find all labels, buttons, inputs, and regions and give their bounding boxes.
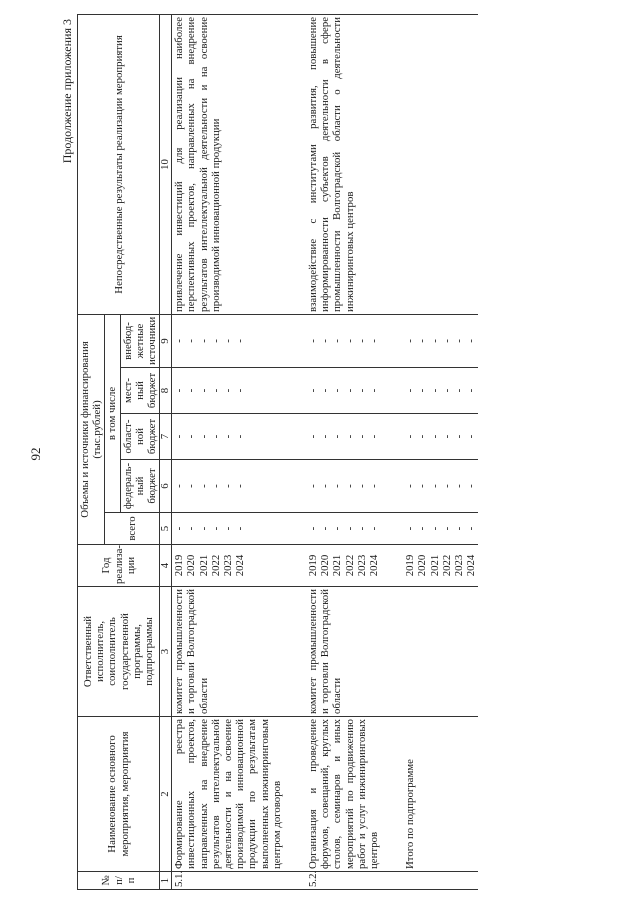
- year-value: 2021: [331, 554, 344, 577]
- row-number: 5.1.: [172, 872, 284, 890]
- column-number: 3: [160, 587, 172, 717]
- regional-value: -: [307, 434, 320, 439]
- local-value: -: [331, 388, 344, 393]
- local-value: -: [209, 388, 222, 393]
- responsible-executor: комитет промышленности и торговли Волгоградской области: [306, 587, 381, 717]
- total-value: -: [453, 526, 466, 531]
- regional-value: -: [319, 434, 332, 439]
- header-federal: федераль-ный бюджет: [120, 460, 160, 513]
- total-value: -: [404, 526, 417, 531]
- federal-value: -: [331, 484, 344, 488]
- row-number: [403, 872, 478, 890]
- expected-result: привлечение инвестиций для реализации наиболее перспективных проектов, направленных на внедрение результатов интеллектуальной деятельности и на освоение производимой инновационной продукции: [172, 14, 284, 314]
- local-value: -: [453, 388, 466, 393]
- total-value: -: [222, 526, 235, 531]
- federal-value: -: [355, 484, 368, 488]
- measure-name: Организация и проведение форумов, совещаний, круглых столов, семинаров и иных мероприятий по продвижению работ и услуг инжиниринговых центров: [306, 717, 381, 872]
- year-value: 2020: [185, 554, 198, 577]
- extra-value: -: [428, 339, 441, 343]
- row-number: 5.2.: [306, 872, 381, 890]
- year-value: 2021: [428, 554, 441, 577]
- total-value: -: [428, 526, 441, 531]
- extra-values: [403, 314, 478, 367]
- header-name: Наименование основного мероприятия, мероприятия: [78, 717, 160, 872]
- federal-value: -: [234, 484, 247, 488]
- extra-value: -: [197, 339, 210, 343]
- federal-value: -: [173, 484, 186, 488]
- responsible-executor: комитет промышленности и торговли Волгоградской области: [172, 587, 284, 717]
- year-value: 2024: [234, 554, 247, 577]
- local-values: [306, 368, 381, 414]
- year-value: 2024: [465, 554, 478, 577]
- page-number: 92: [28, 447, 43, 461]
- regional-value: -: [222, 434, 235, 439]
- total-values: [172, 513, 284, 545]
- extra-value: -: [416, 339, 429, 343]
- local-value: -: [416, 388, 429, 393]
- federal-value: -: [465, 484, 478, 488]
- total-value: -: [465, 526, 478, 531]
- local-value: -: [404, 388, 417, 393]
- expected-result: [403, 14, 478, 314]
- federal-value: -: [453, 484, 466, 488]
- regional-value: -: [343, 434, 356, 439]
- column-number-row: [160, 14, 172, 889]
- local-value: -: [173, 388, 186, 393]
- year-value: 2020: [319, 554, 332, 577]
- regional-value: -: [185, 434, 198, 439]
- years-cell: [403, 545, 478, 587]
- rotated-landscape-page: [60, 15, 620, 890]
- regional-values: [306, 414, 381, 460]
- total-value: -: [173, 526, 186, 531]
- extra-value: -: [173, 339, 186, 343]
- federal-value: -: [428, 484, 441, 488]
- extra-value: -: [209, 339, 222, 343]
- federal-values: [403, 460, 478, 513]
- header-responsible: Ответственный исполнитель, соисполнитель государственной программы, подпрограммы: [78, 587, 160, 717]
- subtotal-row: [403, 14, 478, 889]
- total-value: -: [368, 526, 381, 531]
- local-value: -: [222, 388, 235, 393]
- total-value: -: [307, 526, 320, 531]
- column-number: 10: [160, 14, 172, 314]
- extra-value: -: [368, 339, 381, 343]
- column-number: 6: [160, 460, 172, 513]
- federal-values: [172, 460, 284, 513]
- extra-values: [172, 314, 284, 367]
- local-value: -: [343, 388, 356, 393]
- total-value: -: [440, 526, 453, 531]
- local-value: -: [368, 388, 381, 393]
- local-value: -: [440, 388, 453, 393]
- regional-value: -: [440, 434, 453, 439]
- regional-value: -: [197, 434, 210, 439]
- extra-value: -: [440, 339, 453, 343]
- federal-value: -: [222, 484, 235, 488]
- regional-value: -: [331, 434, 344, 439]
- year-value: 2023: [355, 554, 368, 577]
- total-value: -: [416, 526, 429, 531]
- extra-value: -: [355, 339, 368, 343]
- total-value: -: [197, 526, 210, 531]
- total-value: -: [331, 526, 344, 531]
- regional-values: [403, 414, 478, 460]
- federal-value: -: [319, 484, 332, 488]
- total-value: -: [343, 526, 356, 531]
- column-number: 5: [160, 513, 172, 545]
- federal-value: -: [404, 484, 417, 488]
- federal-value: -: [197, 484, 210, 488]
- total-value: -: [185, 526, 198, 531]
- local-value: -: [355, 388, 368, 393]
- total-value: -: [234, 526, 247, 531]
- column-number: 9: [160, 314, 172, 367]
- year-value: 2019: [307, 554, 320, 577]
- extra-value: -: [185, 339, 198, 343]
- subtotal-label: Итого по подпрограмме: [403, 717, 478, 872]
- spacer-row: [284, 14, 306, 889]
- regional-value: -: [173, 434, 186, 439]
- extra-value: -: [453, 339, 466, 343]
- responsible-executor: [403, 587, 478, 717]
- local-value: -: [234, 388, 247, 393]
- year-value: 2022: [440, 554, 453, 577]
- header-result: Непосредственные результаты реализации мероприятия: [78, 14, 160, 314]
- continuation-label: Продолжение приложения 3: [60, 19, 74, 164]
- regional-value: -: [209, 434, 222, 439]
- header-funding: Объемы и источники финансирования (тыс.рублей): [78, 314, 105, 544]
- total-value: -: [355, 526, 368, 531]
- year-value: 2022: [209, 554, 222, 577]
- header-local: мест-ный бюджет: [120, 368, 160, 414]
- header-year: Год реализа-ции: [78, 545, 160, 587]
- local-value: -: [319, 388, 332, 393]
- local-value: -: [428, 388, 441, 393]
- extra-value: -: [307, 339, 320, 343]
- federal-value: -: [307, 484, 320, 488]
- extra-values: [306, 314, 381, 367]
- header-num: № п/п: [78, 872, 160, 890]
- total-value: -: [209, 526, 222, 531]
- extra-value: -: [319, 339, 332, 343]
- year-value: 2023: [453, 554, 466, 577]
- extra-value: -: [404, 339, 417, 343]
- total-values: [306, 513, 381, 545]
- program-measures-table: [77, 14, 478, 890]
- local-values: [172, 368, 284, 414]
- regional-value: -: [368, 434, 381, 439]
- total-values: [403, 513, 478, 545]
- column-number: 7: [160, 414, 172, 460]
- column-number: 2: [160, 717, 172, 872]
- extra-value: -: [234, 339, 247, 343]
- spacer-row: [381, 14, 403, 889]
- table-row: [306, 14, 381, 889]
- regional-value: -: [234, 434, 247, 439]
- table-row: [172, 14, 284, 889]
- federal-value: -: [209, 484, 222, 488]
- extra-value: -: [222, 339, 235, 343]
- year-value: 2019: [173, 554, 186, 577]
- federal-value: -: [416, 484, 429, 488]
- column-number: 4: [160, 545, 172, 587]
- regional-value: -: [453, 434, 466, 439]
- federal-value: -: [185, 484, 198, 488]
- years-cell: [172, 545, 284, 587]
- years-cell: [306, 545, 381, 587]
- header-row-1: [78, 14, 105, 889]
- year-value: 2020: [416, 554, 429, 577]
- extra-value: -: [331, 339, 344, 343]
- year-value: 2022: [343, 554, 356, 577]
- measure-name: Формирование реестра инвестиционных проектов, направленных на внедрение результатов интеллектуальной деятельности и на освоение производимой инновационной продукции по результатам выполненных инжиниринговым центром договоров: [172, 717, 284, 872]
- header-regional: област-ной бюджет: [120, 414, 160, 460]
- federal-values: [306, 460, 381, 513]
- expected-result: взаимодействие с институтами развития, повышение информированности субъектов деятельности в сфере промышленности Волгоградской области о деятельности инжиниринговых центров: [306, 14, 381, 314]
- federal-value: -: [343, 484, 356, 488]
- regional-value: -: [355, 434, 368, 439]
- year-value: 2021: [197, 554, 210, 577]
- federal-value: -: [440, 484, 453, 488]
- local-value: -: [197, 388, 210, 393]
- year-value: 2019: [404, 554, 417, 577]
- year-value: 2024: [368, 554, 381, 577]
- regional-value: -: [428, 434, 441, 439]
- regional-value: -: [465, 434, 478, 439]
- regional-value: -: [404, 434, 417, 439]
- local-value: -: [185, 388, 198, 393]
- federal-value: -: [368, 484, 381, 488]
- local-values: [403, 368, 478, 414]
- header-total: всего: [105, 513, 160, 545]
- local-value: -: [465, 388, 478, 393]
- column-number: 8: [160, 368, 172, 414]
- header-including: в том числе: [105, 314, 120, 512]
- regional-value: -: [416, 434, 429, 439]
- extra-value: -: [343, 339, 356, 343]
- year-value: 2023: [222, 554, 235, 577]
- local-value: -: [307, 388, 320, 393]
- extra-value: -: [465, 339, 478, 343]
- total-value: -: [319, 526, 332, 531]
- header-extra: внебюд-жетные источники: [120, 314, 160, 367]
- column-number: 1: [160, 872, 172, 890]
- regional-values: [172, 414, 284, 460]
